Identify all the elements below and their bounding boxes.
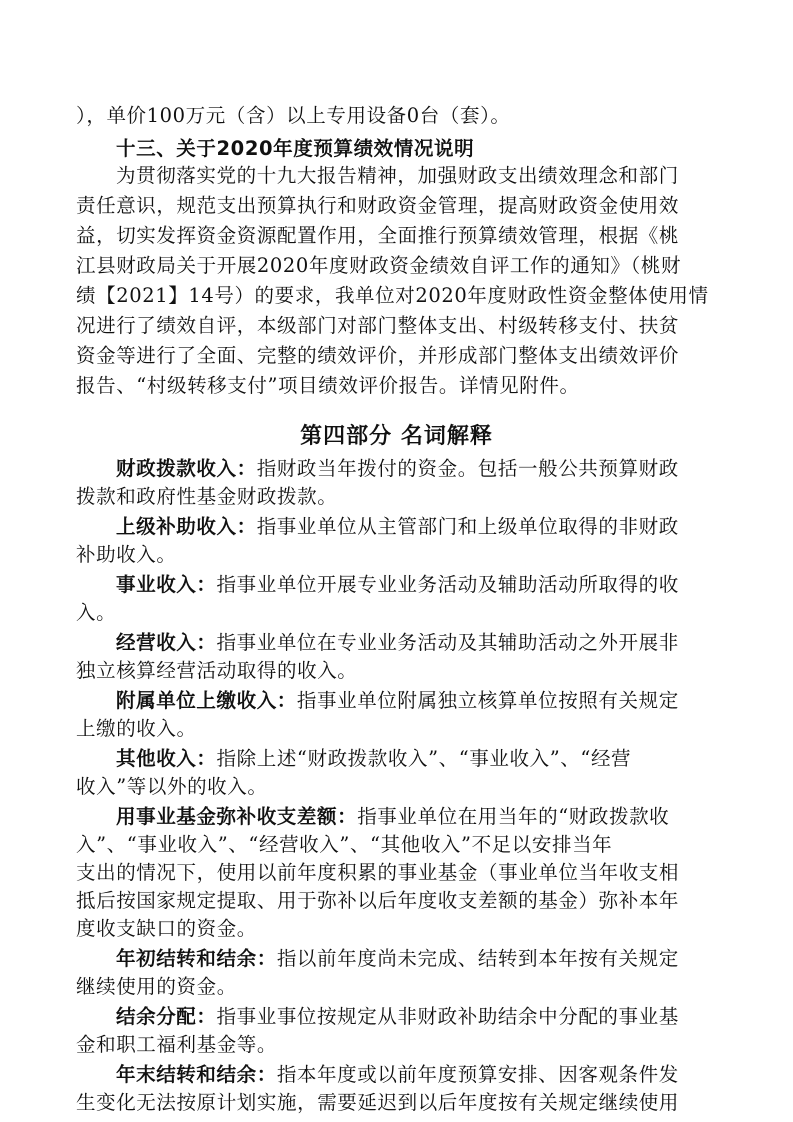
glossary-entry — [116, 630, 766, 656]
glossary-definition-line: 入。 — [76, 601, 117, 624]
glossary-entry — [116, 1062, 766, 1088]
glossary-term: 财政拨款收入： — [116, 457, 257, 480]
section-13-paragraph-line: 为贯彻落实党的十九大报告精神，加强财政支出绩效理念和部门 — [116, 164, 679, 187]
glossary-term: 上级补助收入： — [116, 515, 257, 538]
section-13-heading: 十三、关于2020年度预算绩效情况说明 — [116, 137, 475, 160]
glossary-definition: 指事业单位在专业业务活动及其辅助活动之外开展非 — [216, 631, 679, 654]
section-13-paragraph-line: 报告、“村级转移支付”项目绩效评价报告。详情见附件。 — [76, 374, 580, 397]
glossary-definition: 指事业单位在用当年的“财政拨款收 — [357, 805, 670, 828]
glossary-definition: 指以前年度尚未完成、结转到本年按有关规定 — [276, 947, 679, 970]
glossary-definition-line: 补助收入。 — [76, 543, 177, 566]
glossary-definition-line: 拨款和政府性基金财政拨款。 — [76, 485, 338, 508]
glossary-definition-line: 金和职工福利基金等。 — [76, 1033, 278, 1056]
glossary-term: 附属单位上缴收入： — [116, 689, 297, 712]
glossary-definition-line: 抵后按国家规定提取、用于弥补以后年度收支差额的基金）弥补本年 — [76, 889, 680, 912]
glossary-entry — [116, 1004, 766, 1030]
section-13-paragraph-line: 况进行了绩效自评，本级部门对部门整体支出、村级转移支付、扶贫 — [76, 314, 680, 337]
glossary-entry — [116, 456, 766, 482]
section-13-paragraph-line: 江县财政局关于开展2020年度财政资金绩效自评工作的通知》（桃财 — [76, 254, 682, 277]
glossary-entry — [116, 572, 766, 598]
glossary-definition: 指财政当年拨付的资金。包括一般公共预算财政 — [256, 457, 679, 480]
glossary-entry — [116, 946, 766, 972]
glossary-entry — [116, 746, 766, 772]
glossary-entry — [116, 514, 766, 540]
glossary-term: 年末结转和结余： — [116, 1063, 277, 1086]
glossary-definition: 指事业单位附属独立核算单位按照有关规定 — [296, 689, 679, 712]
glossary-term: 事业收入： — [116, 573, 217, 596]
glossary-definition-line: 入”、“事业收入”、“经营收入”、“其他收入”不足以安排当年 — [76, 833, 613, 856]
section-13-paragraph-line: 责任意识，规范支出预算执行和财政资金管理，提高财政资金使用效 — [76, 194, 680, 217]
glossary-definition-line: 独立核算经营活动取得的收入。 — [76, 659, 358, 682]
glossary-definition-line: 支出的情况下，使用以前年度积累的事业基金（事业单位当年收支相 — [76, 861, 680, 884]
section-13-paragraph-line: 益，切实发挥资金资源配置作用，全面推行预算绩效管理，根据《桃 — [76, 224, 680, 247]
glossary-term: 结余分配： — [116, 1005, 217, 1028]
glossary-definition: 指除上述“财政拨款收入”、“事业收入”、“经营 — [216, 747, 632, 770]
glossary-entry — [116, 688, 766, 714]
section-13-paragraph-line: 资金等进行了全面、完整的绩效评价，并形成部门整体支出绩效评价 — [76, 344, 680, 367]
glossary-definition-line: 上缴的收入。 — [76, 717, 197, 740]
section-13-paragraph-line: 绩【2021】14号）的要求，我单位对2020年度财政性资金整体使用情 — [76, 284, 709, 307]
glossary-term: 经营收入： — [116, 631, 217, 654]
glossary-definition: 指事业事位按规定从非财政补助结余中分配的事业基 — [216, 1005, 679, 1028]
glossary-definition: 指本年度或以前年度预算安排、因客观条件发 — [276, 1063, 679, 1086]
glossary-definition: 指事业单位开展专业业务活动及辅助活动所取得的收 — [216, 573, 679, 596]
glossary-term: 用事业基金弥补收支差额： — [116, 805, 358, 828]
glossary-entry — [116, 804, 766, 830]
glossary-definition-line: 继续使用的资金。 — [76, 975, 237, 998]
glossary-definition-line: 生变化无法按原计划实施，需要延迟到以后年度按有关规定继续使用 — [76, 1091, 680, 1114]
equipment-note-line: ），单价100万元（含）以上专用设备0台（套）。 — [76, 104, 511, 127]
glossary-term: 年初结转和结余： — [116, 947, 277, 970]
glossary-term: 其他收入： — [116, 747, 217, 770]
part-4-heading: 第四部分 名词解释 — [300, 424, 493, 449]
glossary-definition-line: 收入”等以外的收入。 — [76, 775, 268, 798]
glossary-definition: 指事业单位从主管部门和上级单位取得的非财政 — [256, 515, 679, 538]
glossary-definition-line: 度收支缺口的资金。 — [76, 917, 257, 940]
